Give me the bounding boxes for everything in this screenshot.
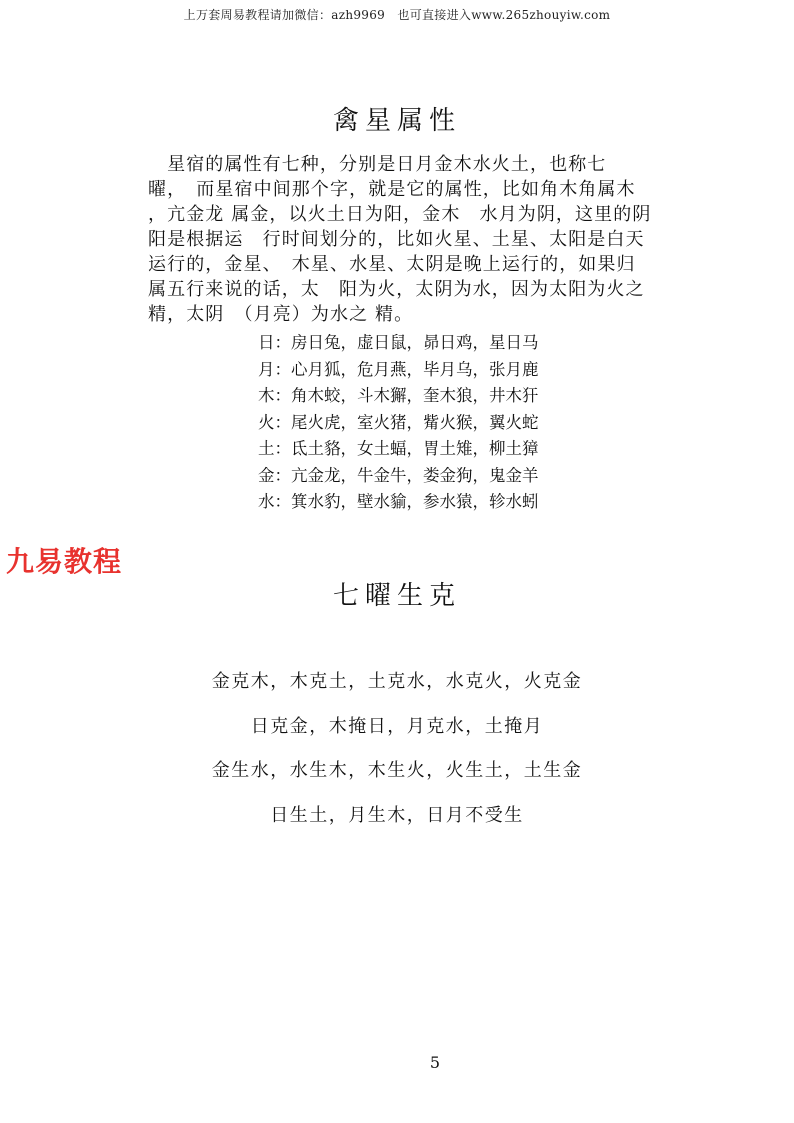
mansion-row-fire: 火：尾火虎，室火猪，觜火猴，翼火蛇 (258, 412, 539, 432)
relation-line: 金生水，水生木，木生火，火生土，土生金 (211, 760, 583, 781)
relation-line: 金克木，木克土，土克水，水克火，火克金 (211, 671, 583, 692)
mansion-row-wood: 木：角木蛟，斗木獬，奎木狼，井木犴 (258, 386, 539, 405)
watermark-logo: 九易教程 (6, 545, 123, 578)
mansion-row-sun: 日：房日兔，虚日鼠，昴日鸡，星日马 (258, 333, 539, 352)
intro-line: 星宿的属性有七种，分别是日月金木水火土，也称七 (148, 154, 607, 175)
intro-line: 精，太阴 （月亮）为水之 精。 (148, 304, 414, 325)
relations-list (0, 668, 794, 846)
header-note: 上万套周易教程请加微信：azh9969 也可直接进入www.265zhouyiw.com (183, 8, 611, 22)
intro-line: 阳是根据运 行时间划分的，比如火星、土星、太阳是白天 (148, 229, 645, 250)
section-title-qiyao: 七曜生克 (332, 581, 461, 611)
intro-line: 属五行来说的话，太 阳为火，太阴为水，因为太阳为火之 (148, 279, 645, 300)
relation-line: 日克金，木掩日，月克水，土掩月 (250, 715, 544, 737)
page-number: 5 (429, 1053, 441, 1072)
intro-line: 曜， 而星宿中间那个字，就是它的属性，比如角木角属木 (148, 179, 636, 200)
intro-line: 运行的，金星、 木星、水星、太阴是晚上运行的，如果归 (148, 254, 636, 275)
mansion-row-earth: 土：氐土貉，女土蝠，胃土雉，柳土獐 (258, 439, 539, 458)
intro-line: ，亢金龙 属金，以火土日为阳，金木 水月为阴，这里的阴 (148, 204, 652, 225)
mansion-row-water: 水：箕水豹，壁水貐，参水猿，轸水蚓 (258, 492, 539, 511)
mansion-row-moon: 月：心月狐，危月燕，毕月乌，张月鹿 (258, 359, 539, 379)
mansion-row-metal: 金：亢金龙，牛金牛，娄金狗，鬼金羊 (258, 465, 539, 485)
section-title-xiuxing: 禽星属性 (332, 106, 461, 136)
relation-line: 日生土，月生木，日月不受生 (270, 804, 524, 826)
intro-paragraph (148, 152, 688, 327)
mansion-list (258, 330, 539, 516)
